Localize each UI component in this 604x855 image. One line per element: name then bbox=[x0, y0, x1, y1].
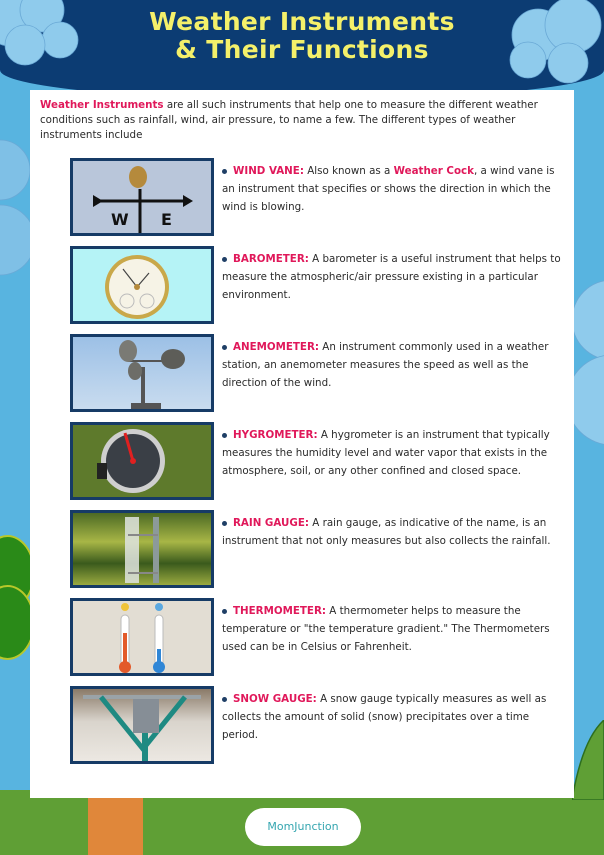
anemometer-description bbox=[222, 338, 562, 392]
cloud-right-icon bbox=[572, 270, 604, 470]
instrument-snow-gauge bbox=[70, 686, 565, 764]
bullet-icon bbox=[222, 345, 227, 350]
bullet-icon bbox=[222, 521, 227, 526]
item-text: A snow gauge typically measures as well as collects the amount of solid (snow) precipitates over a time period. bbox=[222, 693, 547, 741]
anemometer-photo bbox=[70, 334, 214, 412]
item-label: WIND VANE: bbox=[233, 165, 304, 177]
rain-gauge-photo bbox=[70, 510, 214, 588]
hygrometer-description bbox=[222, 426, 562, 480]
intro-highlight: Weather Instruments bbox=[40, 99, 164, 111]
snow-gauge-description bbox=[222, 690, 562, 744]
wind-vane-description bbox=[222, 162, 562, 216]
svg-text:E: E bbox=[161, 210, 172, 229]
bullet-icon bbox=[222, 169, 227, 174]
item-label: BAROMETER: bbox=[233, 253, 309, 265]
content-card bbox=[30, 90, 574, 798]
title-line-2: & Their Functions bbox=[175, 35, 429, 64]
barometer-photo bbox=[70, 246, 214, 324]
intro-text: are all such instruments that help one to measure the different weather conditions such as rainfall, wind, air pressure, to name a few. The different types of weather instruments include bbox=[40, 99, 538, 141]
item-label: RAIN GAUGE: bbox=[233, 517, 309, 529]
thermometer-description bbox=[222, 602, 562, 656]
bullet-icon bbox=[222, 697, 227, 702]
tree-right-icon bbox=[572, 720, 604, 800]
tree-trunk-icon bbox=[88, 795, 143, 855]
logo-text: MomJunction bbox=[267, 820, 339, 833]
hygrometer-photo bbox=[70, 422, 214, 500]
item-highlight: Weather Cock bbox=[393, 165, 475, 177]
item-text: A rain gauge, as indicative of the name, is an instrument that not only measures but also collects the rainfall. bbox=[222, 517, 551, 547]
item-text: An instrument commonly used in a weather station, an anemometer measures the speed as well as the direction of the wind. bbox=[222, 341, 549, 389]
instrument-wind-vane bbox=[70, 158, 565, 236]
item-text: A thermometer helps to measure the temperature or "the temperature gradient." The Thermometers used can be in Celsius or Fahrenheit. bbox=[222, 605, 550, 653]
intro-paragraph bbox=[40, 98, 570, 143]
rain-gauge-description bbox=[222, 514, 562, 550]
item-text: , a wind vane is an instrument that specifies or shows the direction in which the wind is blowing. bbox=[222, 165, 555, 213]
item-label: HYGROMETER: bbox=[233, 429, 318, 441]
instrument-hygrometer bbox=[70, 422, 565, 500]
item-label: ANEMOMETER: bbox=[233, 341, 320, 353]
title-line-1: Weather Instruments bbox=[149, 7, 455, 36]
item-label: SNOW GAUGE: bbox=[233, 693, 317, 705]
instrument-barometer bbox=[70, 246, 565, 324]
item-text: A barometer is a useful instrument that helps to measure the atmospheric/air pressure existing in a particular environment. bbox=[222, 253, 561, 301]
bullet-icon bbox=[222, 433, 227, 438]
item-text-pre: Also known as a bbox=[303, 165, 394, 177]
cloud-left-icon bbox=[0, 130, 30, 330]
bullet-icon bbox=[222, 609, 227, 614]
snow-gauge-photo bbox=[70, 686, 214, 764]
item-text: A hygrometer is an instrument that typically measures the humidity level and water vapor that exists in the atmosphere, soil, or any other confined and closed space. bbox=[222, 429, 550, 477]
instrument-rain-gauge bbox=[70, 510, 565, 588]
barometer-description bbox=[222, 250, 562, 304]
svg-text:W: W bbox=[111, 210, 129, 229]
bullet-icon bbox=[222, 257, 227, 262]
momjunction-logo[interactable] bbox=[245, 808, 361, 846]
item-label: THERMOMETER: bbox=[233, 605, 326, 617]
page-title bbox=[0, 8, 604, 64]
instrument-anemometer bbox=[70, 334, 565, 412]
instrument-thermometer bbox=[70, 598, 565, 676]
wind-vane-photo bbox=[70, 158, 214, 236]
thermometer-illustration bbox=[70, 598, 214, 676]
